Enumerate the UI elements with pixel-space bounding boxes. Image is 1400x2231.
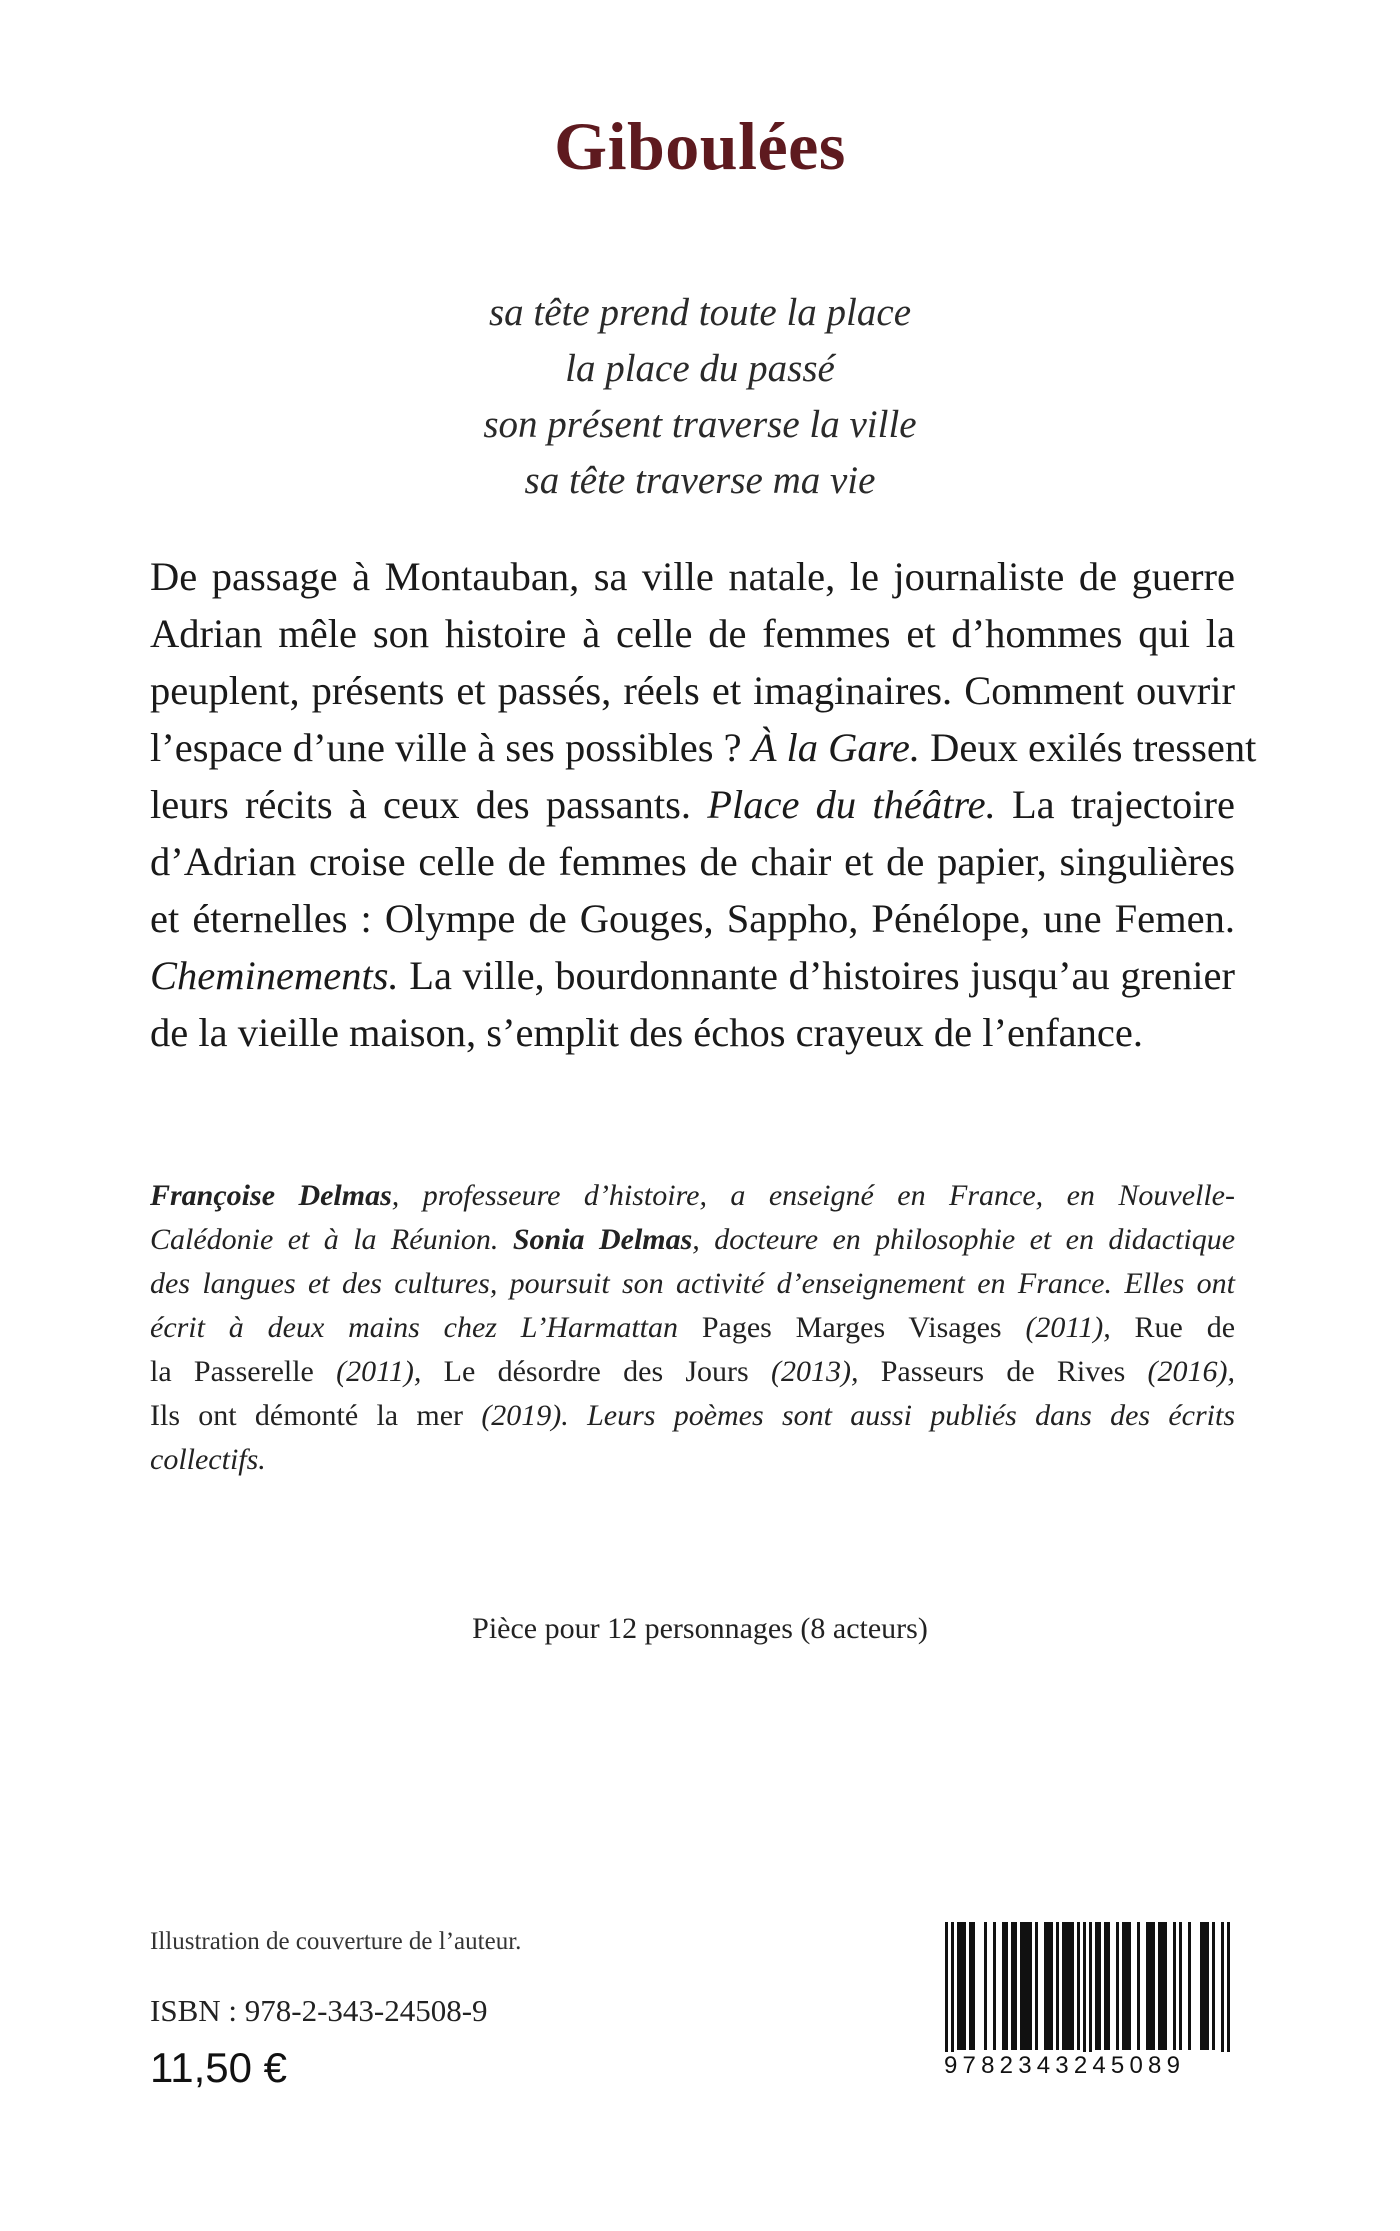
bio-line [150,1174,1235,1218]
book-year: (2016), [1147,1355,1236,1388]
barcode-bar [1077,1922,1080,2050]
bio-text: Leurs poèmes sont aussi publiés dans des écrits [587,1399,1235,1432]
poem-line: la place du passé [565,347,835,390]
book-year: (2019). [481,1399,569,1432]
synopsis-line: d’Adrian croise celle de femmes de chair et de papier, singulières [150,839,1235,884]
barcode [945,1922,1230,2064]
bio-line: collectifs. [150,1443,266,1476]
epigraph-poem [0,285,1400,509]
book-title-ref: Pages Marges Visages [701,1311,1002,1344]
barcode-bar [1158,1922,1167,2050]
synopsis-text: La trajectoire [1011,782,1236,827]
synopsis-line [150,776,1235,833]
book-year: (2011), [1025,1311,1111,1344]
book-title-ref: Rue de [1134,1311,1236,1344]
price: 11,50 € [150,2044,288,2091]
barcode-bar [1200,1922,1209,2050]
author-name: Sonia Delmas [512,1223,693,1256]
barcode-bar [969,1922,975,2050]
barcode-bar [1020,1922,1032,2050]
book-year: (2011), [336,1355,422,1388]
barcode-bar [1221,1922,1224,2064]
synopsis-line: peuplent, présents et passés, réels et imaginaires. Comment ouvrir [150,668,1235,713]
cast-note: Pièce pour 12 personnages (8 acteurs) [472,1612,928,1645]
book-title-ref: Ils ont démonté la mer [150,1399,464,1432]
barcode-bar [1212,1922,1215,2050]
synopsis-paragraph [150,548,1257,1061]
synopsis-text: leurs récits à ceux des passants. [150,782,692,827]
section-title-gare: À la Gare. [751,725,921,770]
barcode-bar [1188,1922,1191,2050]
bio-text: écrit à deux mains chez L’Harmattan [150,1311,679,1344]
barcode-bar [993,1922,996,2050]
barcode-bar [1089,1922,1092,2064]
bio-text: Calédonie et à la Réunion. [150,1223,499,1256]
barcode-bar [1179,1922,1182,2050]
book-title-ref: Le désordre des Jours [443,1355,749,1388]
bio-line [150,1394,1235,1438]
bio-line [150,1350,1235,1394]
section-title-theatre: Place du théâtre. [707,782,996,827]
book-title-ref: Passeurs de Rives [880,1355,1126,1388]
section-title-cheminements: Cheminements. [150,953,399,998]
barcode-bar [1137,1922,1140,2050]
book-title: Giboulées [554,108,846,184]
book-title-ref: la Passerelle [150,1355,314,1388]
synopsis-line: de la vieille maison, s’emplit des échos crayeux de l’enfance. [150,1010,1143,1055]
barcode-bar [1095,1922,1101,2050]
barcode-bar [1011,1922,1017,2050]
isbn: ISBN : 978-2-343-24508-9 [150,1993,488,2028]
synopsis-text: La ville, bourdonnante d’histoires jusqu’au grenier [409,953,1236,998]
book-year: (2013), [771,1355,859,1388]
barcode-bar [1056,1922,1059,2050]
barcode-bar [1044,1922,1053,2050]
barcode-bar [1035,1922,1038,2050]
bio-text: , docteure en philosophie et en didactique [692,1223,1236,1256]
barcode-bar [1227,1922,1230,2064]
bio-line [150,1306,1235,1350]
author-bio [150,1174,1235,1482]
synopsis-line [150,947,1235,1004]
poem-line: sa tête traverse ma vie [524,459,876,502]
barcode-bar [1146,1922,1155,2050]
poem-line: sa tête prend toute la place [488,291,912,334]
barcode-bar [957,1922,966,2050]
barcode-bar [951,1922,954,2064]
barcode-bar [984,1922,987,2050]
barcode-bar [1062,1922,1074,2050]
barcode-bar [1083,1922,1086,2064]
synopsis-line: et éternelles : Olympe de Gouges, Sappho, Pénélope, une Femen. [150,896,1235,941]
synopsis-text: l’espace d’une ville à ses possibles ? [150,725,742,770]
barcode-digits: 9782343245089 [942,2052,1234,2080]
bio-line: des langues et des cultures, poursuit son activité d’enseignement en France. Elles ont [150,1267,1235,1300]
barcode-bar [1122,1922,1131,2050]
synopsis-line: De passage à Montauban, sa ville natale, le journaliste de guerre [150,554,1235,599]
synopsis-line [150,719,1257,776]
synopsis-text: Deux exilés tressent [930,725,1257,770]
illustration-credit: Illustration de couverture de l’auteur. [150,1928,522,1955]
synopsis-line: Adrian mêle son histoire à celle de femmes et d’hommes qui la [150,611,1235,656]
bio-line [150,1218,1235,1262]
barcode-bar [1104,1922,1110,2050]
barcode-bar [945,1922,948,2064]
barcode-bar [1116,1922,1119,2050]
poem-line: son présent traverse la ville [483,403,917,446]
barcode-bar [1173,1922,1176,2050]
barcode-bar [1002,1922,1008,2050]
author-name: Françoise Delmas [150,1179,392,1212]
bio-text: , professeure d’histoire, a enseigné en France, en Nouvelle- [391,1179,1235,1212]
